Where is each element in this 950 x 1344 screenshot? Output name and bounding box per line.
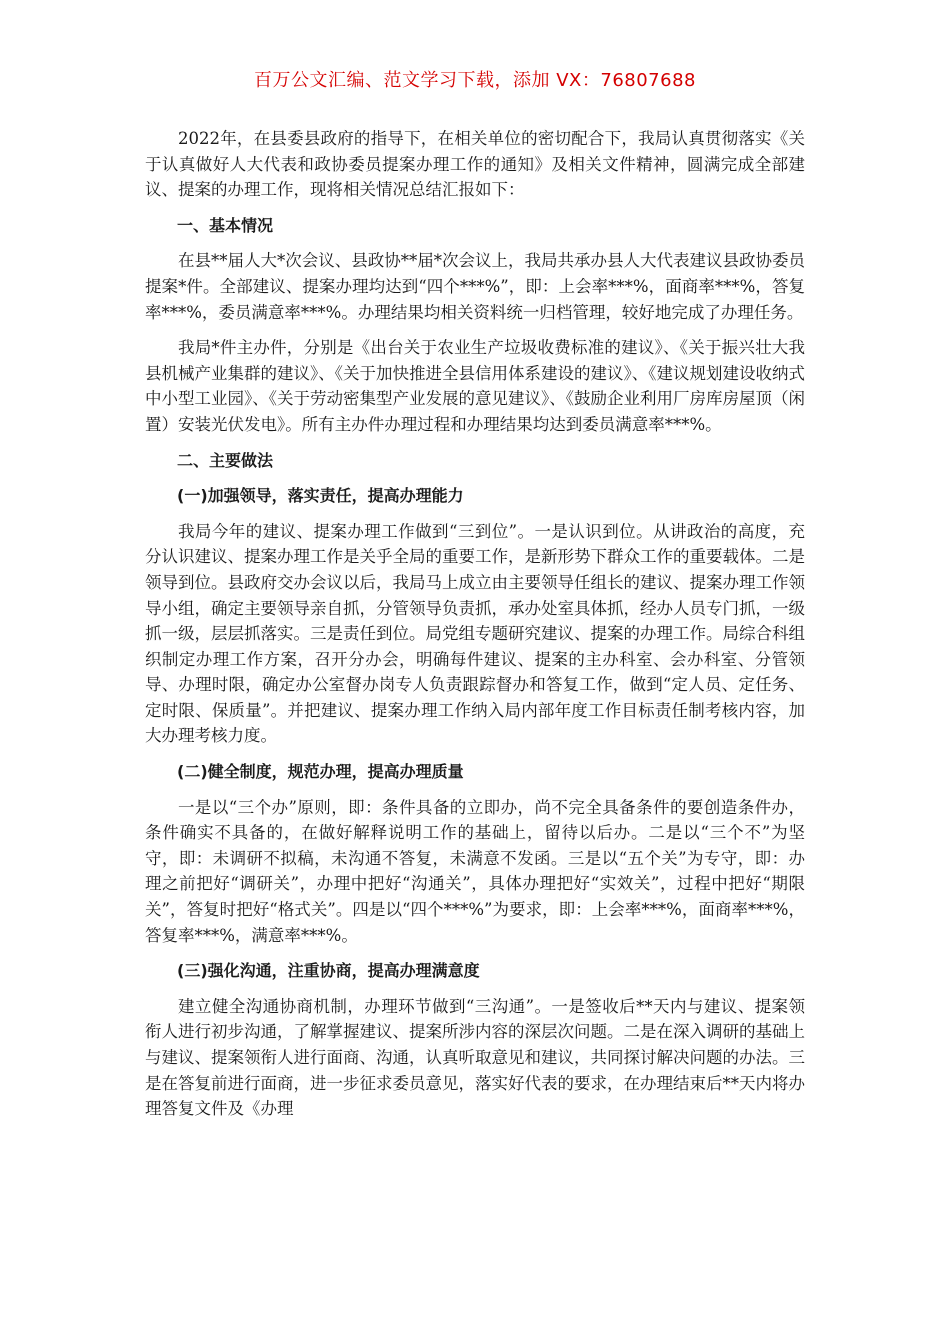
section-heading-basic: 一、基本情况	[177, 215, 274, 235]
body-paragraph: 建立健全沟通协商机制，办理环节做到“三沟通”。一是签收后**天内与建议、提案领衔人进行初步沟通，了解掌握建议、提案所涉内容的深层次问题。二是在深入调研的基础上与建议、提案领衔人进行面商、沟通，认真听取意见和建议，共同探讨解决问题的办法。三是在答复前进行面商，进一步征求委员意见，落实好代表的要求，在办理结束后**天内将办理答复文件及《办理	[145, 996, 805, 1119]
section-heading-methods: 二、主要做法	[177, 450, 274, 470]
subsection-heading-1: (一)加强领导，落实责任，提高办理能力	[177, 486, 464, 506]
watermark-banner: 百万公文汇编、范文学习下载，添加 VX：76807688	[254, 70, 696, 91]
body-paragraph: 一是以“三个办”原则，即：条件具备的立即办，尚不完全具备条件的要创造条件办，条件确实不具备的，在做好解释说明工作的基础上，留待以后办。二是以“三个不”为坚守，即：未调研不拟稿，未沟通不答复，未满意不发函。三是以“五个关”为专守，即：办理之前把好“调研关”，办理中把好“沟通关”，具体办理把好“实效关”，过程中把好“期限关”，答复时把好“格式关”。四是以“四个***%”为要求，即：上会率***%，面商率***%，答复率***%，满意率***%。	[145, 797, 805, 945]
subsection-heading-3: (三)强化沟通，注重协商，提高办理满意度	[177, 961, 480, 981]
subsection-heading-2: (二)健全制度，规范办理，提高办理质量	[177, 762, 464, 782]
body-paragraph: 我局*件主办件，分别是《出台关于农业生产垃圾收费标准的建议》、《关于振兴壮大我县机械产业集群的建议》、《关于加快推进全县信用体系建设的建议》、《建议规划建设收纳式中小型工业园》、《关于劳动密集型产业发展的意见建议》、《鼓励企业利用厂房库房屋顶（闲置）安装光伏发电》。所有主办件办理过程和办理结果均达到委员满意率***%。	[145, 338, 805, 434]
body-paragraph: 我局今年的建议、提案办理工作做到“三到位”。一是认识到位。从讲政治的高度，充分认识建议、提案办理工作是关乎全局的重要工作，是新形势下群众工作的重要载体。二是领导到位。县政府交办会议以后，我局马上成立由主要领导任组长的建议、提案办理工作领导小组，确定主要领导亲自抓，分管领导负责抓，承办处室具体抓，经办人员专门抓，一级抓一级，层层抓落实。三是责任到位。局党组专题研究建议、提案的办理工作。局综合科组织制定办理工作方案，召开分办会，明确每件建议、提案的主办科室、会办科室、分管领导、办理时限，确定办公室督办岗专人负责跟踪督办和答复工作，做到“定人员、定任务、定时限、保质量”。并把建议、提案办理工作纳入局内部年度工作目标责任制考核内容，加大办理考核力度。	[145, 521, 805, 746]
document-body	[145, 126, 805, 1132]
intro-paragraph: 2022年，在县委县政府的指导下，在相关单位的密切配合下，我局认真贯彻落实《关于认真做好人大代表和政协委员提案办理工作的通知》及相关文件精神，圆满完成全部建议、提案的办理工作，现将相关情况总结汇报如下：	[145, 129, 805, 200]
body-paragraph: 在县**届人大*次会议、县政协**届*次会议上，我局共承办县人大代表建议县政协委员提案*件。全部建议、提案办理均达到“四个***%”，即：上会率***%，面商率***%，答复率***%，委员满意率***%。办理结果均相关资料统一归档管理，较好地完成了办理任务。	[145, 251, 805, 322]
